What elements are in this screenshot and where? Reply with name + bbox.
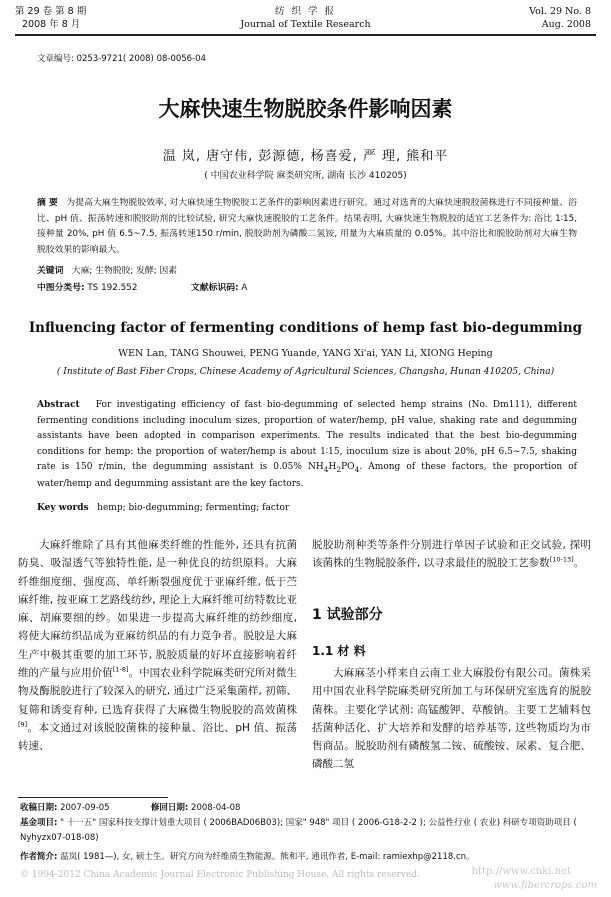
revised-label: 修回日期: bbox=[150, 803, 189, 813]
keywords-cn-text: 大麻; 生物脱胶; 发酵; 因素 bbox=[71, 266, 178, 276]
watermark-fibercrops: www.fibercrops.com bbox=[493, 880, 597, 891]
article-id: 文章编号: 0253-9721( 2008) 08-0056-04 bbox=[37, 54, 206, 64]
received-label: 收稿日期: bbox=[20, 803, 58, 813]
body-paragraph-1-cont bbox=[312, 536, 591, 573]
section-heading-1: 1 试验部分 bbox=[312, 607, 383, 623]
class-label-2: 文献标识码: bbox=[191, 283, 239, 293]
header-month: Aug. 2008 bbox=[541, 19, 591, 30]
footnote-author bbox=[20, 850, 590, 865]
keywords-en-text: hemp; bio-degumming; fermenting; factor bbox=[97, 503, 290, 513]
watermark-cnki: http://www.cnki.net bbox=[471, 866, 571, 877]
revised-date: 2008-04-08 bbox=[191, 803, 241, 813]
title-en: Influencing factor of fermenting conditions of hemp fast bio-degumming bbox=[28, 320, 583, 336]
authors-cn: 温 岚, 唐守伟, 彭源德, 杨喜爱, 严 理, 熊和平 bbox=[162, 149, 449, 164]
authors-en: WEN Lan, TANG Shouwei, PENG Yuande, YANG Xi'ai, YAN Li, XIONG Heping bbox=[118, 348, 493, 359]
header-volume-issue: 第 29 卷 第 8 期 bbox=[15, 6, 87, 17]
formula-sub-2: 2 bbox=[336, 464, 342, 474]
formula-h: H bbox=[328, 462, 337, 472]
body-paragraph-2-wrap bbox=[312, 664, 591, 774]
fund-label: 基金项目: bbox=[20, 818, 58, 828]
copyright-line: © 1994-2012 China Academic Journal Electronic Publishing House. All rights reserved. bbox=[20, 870, 420, 880]
keywords-cn bbox=[37, 265, 177, 278]
para1-text-a: 大麻纤维除了具有其他麻类纤维的性能外, 还具有抗菌防臭、吸湿透气等独特性能, 是一种优良的纺织原料。大麻纤维细度细、强度高、单纤断裂强度优于亚麻纤维, 低于苎麻纤维, 按亚麻工艺路线纺纱, 理论上大麻纤维可纺特数比亚麻、胡麻要细的纱。如果进一步提高大麻纤维的纺纱细度, 将使大麻纺织品成为亚麻纺织品的有力竞争者。脱胶是大麻生产中极其重要的加工环节, 脱胶质量的好坏直接影响着纤维的产量与应用价值 bbox=[18, 539, 297, 680]
body-right-column bbox=[312, 536, 591, 573]
class-value-1: TS 192.552 bbox=[87, 283, 138, 293]
section-heading-1-1: 1.1 材 料 bbox=[312, 644, 366, 658]
formula-po: PO bbox=[341, 462, 355, 472]
fund-text: " 十一五" 国家科技支撑计划重大项目 ( 2006BAD06B03); 国家" 948" 项目 ( 2006-G18-2-2 ); 公益性行业 ( 农业) 科研专项资助项目 ( Nyhyzx07-018-08) bbox=[20, 818, 577, 843]
abstract-en bbox=[37, 398, 577, 493]
para-cont-text-a: 脱胶助剂种类等条件分别进行单因子试验和正交试验, 探明该菌株的生物脱胶条件, 以寻求最佳的脱胶工艺参数 bbox=[312, 539, 591, 570]
title-cn: 大麻快速生物脱胶条件影响因素 bbox=[158, 97, 453, 121]
citation-1-8: [1-8] bbox=[112, 665, 129, 674]
body-paragraph-2: 大麻麻茎小样来自云南工业大麻股份有限公司。菌株采用中国农业科学院麻类研究所加工与环保研究室选育的脱胶菌株。主要化学试剂: 高锰酸钾、草酸钠。主要工艺辅料包括菌种活化、扩大培养和发酵的培养基等, 这些物质均为市售商品。脱胶助剂有磷酸氢二铵、硫酸铵、尿素、复合肥、磷酸二氢 bbox=[312, 667, 591, 771]
citation-10-13: [10-13] bbox=[549, 555, 574, 564]
abstract-cn bbox=[37, 196, 577, 258]
citation-9: [9] bbox=[18, 720, 28, 729]
abstract-en-text-1: For investigating efficiency of fast bio-degumming of selected hemp strains (No. Dm111), different fermenting conditions including inoculum sizes, proportion of water/hemp, pH value, shaking rate and degumming assistants have been adopted in comparison experiments. The results indicated that the best bio-degumming conditions for hemp: the proportion of water/hemp is about 1∶15, inoculum size is about 20%, pH 6.5~7.5, shaking rate is 150 r/min, the degumming assistant is 0.05% NH bbox=[37, 400, 577, 472]
abstract-en-text-2: . Among of these factors, the proportion of water/hemp and degumming assistant are the key factors. bbox=[37, 462, 577, 490]
body-left-column bbox=[18, 536, 297, 756]
affiliation-en: ( Institute of Bast Fiber Crops, Chinese Academy of Agricultural Sciences, Changsha, Hunan 410205, China) bbox=[56, 367, 555, 377]
author-bio-text: 温岚( 1981—), 女, 硕士生。研究方向为纤维质生物能源。熊和平, 通讯作者, E-mail: ramiexhp@2118.cn。 bbox=[60, 852, 475, 862]
header-date: 2008 年 8 月 bbox=[22, 19, 81, 30]
class-label-1: 中图分类号: bbox=[37, 283, 85, 293]
abstract-cn-label: 摘 要 bbox=[37, 198, 58, 208]
author-bio-label: 作者简介: bbox=[20, 852, 58, 862]
header-journal-en: Journal of Textile Research bbox=[240, 19, 371, 30]
header-rule bbox=[15, 34, 596, 36]
affiliation-cn: ( 中国农业科学院 麻类研究所, 湖南 长沙 410205) bbox=[204, 171, 407, 181]
keywords-en bbox=[37, 501, 577, 517]
abstract-cn-text: 为提高大麻生物脱胶效率, 对大麻快速生物脱胶工艺条件的影响因素进行研究。通过对选育的大麻快速脱胶菌株进行不同接种量、浴比、pH 值、振荡转速和脱胶助剂的比较试验, 研究大麻快速脱胶的工艺条件。结果表明, 大麻快速生物脱胶的适宜工艺条件为: 浴比 1∶15, 接种量 20%, pH 值 6.5~7.5, 振荡转速150 r/min, 脱胶助剂为磷酸二氢铵, 用量为大麻质量的 0.05%。其中浴比和脱胶助剂对大麻生物脱胶效果的影响最大。 bbox=[37, 198, 577, 255]
keywords-cn-label: 关键词 bbox=[37, 266, 64, 276]
abstract-en-label: Abstract bbox=[37, 400, 80, 410]
body-paragraph-1 bbox=[18, 536, 297, 756]
para1-text-c: 。本文通过对该脱胶菌株的接种量、浴比、pH 值、振荡转速、 bbox=[18, 721, 297, 753]
formula-sub-3: 4 bbox=[354, 464, 360, 474]
footnote-fund bbox=[20, 816, 590, 845]
formula-sub-1: 4 bbox=[323, 464, 329, 474]
keywords-en-label: Key words bbox=[37, 503, 89, 513]
header-journal-cn: 纺 织 学 报 bbox=[274, 6, 337, 17]
header-vol-no: Vol. 29 No. 8 bbox=[529, 6, 591, 17]
para1-text-b: 。中国农业科学院麻类研究所对微生物及酶脱胶进行了较深入的研究, 通过广泛采集菌样, 初筛、复筛和诱变育种, 已选育获得了大麻微生物脱胶的高效菌株 bbox=[18, 667, 298, 716]
received-date: 2007-09-05 bbox=[60, 803, 110, 813]
classification-cn bbox=[37, 282, 247, 295]
class-value-2: A bbox=[241, 283, 248, 293]
para-cont-text-b: 。 bbox=[573, 557, 585, 570]
footnote-rule bbox=[18, 797, 168, 798]
footnote-received bbox=[20, 801, 590, 816]
